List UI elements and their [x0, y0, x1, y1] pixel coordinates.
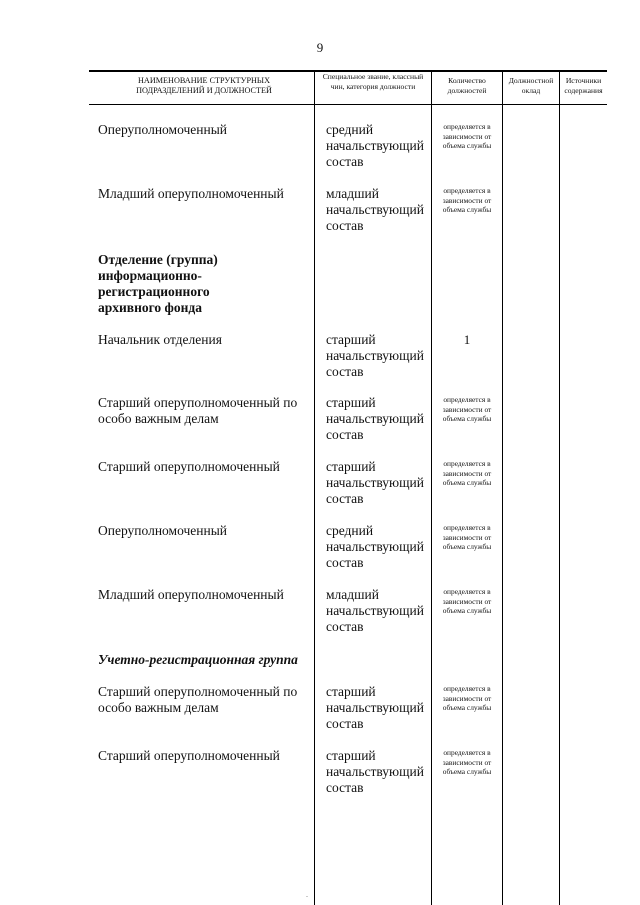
column-divider	[502, 70, 503, 905]
position-count: определяется в зависимости от объема службы	[442, 122, 492, 150]
page-number: 9	[316, 40, 324, 55]
position-count: определяется в зависимости от объема службы	[442, 587, 492, 615]
position-count: определяется в зависимости от объема службы	[442, 684, 492, 712]
column-divider	[314, 70, 315, 905]
position-name: Младший оперуполномоченный	[98, 587, 284, 602]
position-count: определяется в зависимости от объема службы	[442, 523, 492, 551]
header-source: Источники содержания	[564, 76, 603, 95]
position-name: Старший оперуполномоченный по особо важным делам	[98, 684, 298, 715]
position-count: 1	[463, 332, 471, 347]
position-rank: старший начальствующий состав	[326, 684, 424, 731]
position-count: определяется в зависимости от объема службы	[442, 748, 492, 776]
position-rank: старший начальствующий состав	[326, 459, 424, 506]
column-divider	[431, 70, 432, 905]
position-name: Оперуполномоченный	[98, 523, 228, 538]
header-rank: Специальное звание, классный чин, категория должности	[322, 72, 424, 91]
position-name: Старший оперуполномоченный	[98, 748, 280, 763]
position-rank: старший начальствующий состав	[326, 748, 424, 795]
group-title: Учетно-регистрационная группа	[98, 652, 298, 667]
position-rank: младший начальствующий состав	[326, 186, 424, 233]
position-count: определяется в зависимости от объема службы	[442, 395, 492, 423]
staffing-table	[89, 70, 607, 905]
footer-mark: .	[306, 890, 308, 899]
position-name: Младший оперуполномоченный	[98, 186, 284, 201]
header-name: НАИМЕНОВАНИЕ СТРУКТУРНЫХ ПОДРАЗДЕЛЕНИЙ И ДОЛЖНОСТЕЙ	[136, 76, 272, 95]
position-rank: младший начальствующий состав	[326, 587, 424, 634]
section-title: Отделение (группа) информационно-регистрационного архивного фонда	[98, 252, 218, 315]
header-bottom-rule	[89, 104, 607, 105]
position-rank: старший начальствующий состав	[326, 332, 424, 379]
position-name: Начальник отделения	[98, 332, 222, 347]
position-name: Старший оперуполномоченный по особо важным делам	[98, 395, 298, 426]
position-name: Старший оперуполномоченный	[98, 459, 280, 474]
position-count: определяется в зависимости от объема службы	[442, 459, 492, 487]
position-rank: средний начальствующий состав	[326, 523, 424, 570]
position-count: определяется в зависимости от объема службы	[442, 186, 492, 214]
header-count: Количество должностей	[447, 76, 487, 95]
header-salary: Должностной оклад	[508, 76, 554, 95]
position-rank: старший начальствующий состав	[326, 395, 424, 442]
position-name: Оперуполномоченный	[98, 122, 228, 137]
position-rank: средний начальствующий состав	[326, 122, 424, 169]
column-divider	[559, 70, 560, 905]
